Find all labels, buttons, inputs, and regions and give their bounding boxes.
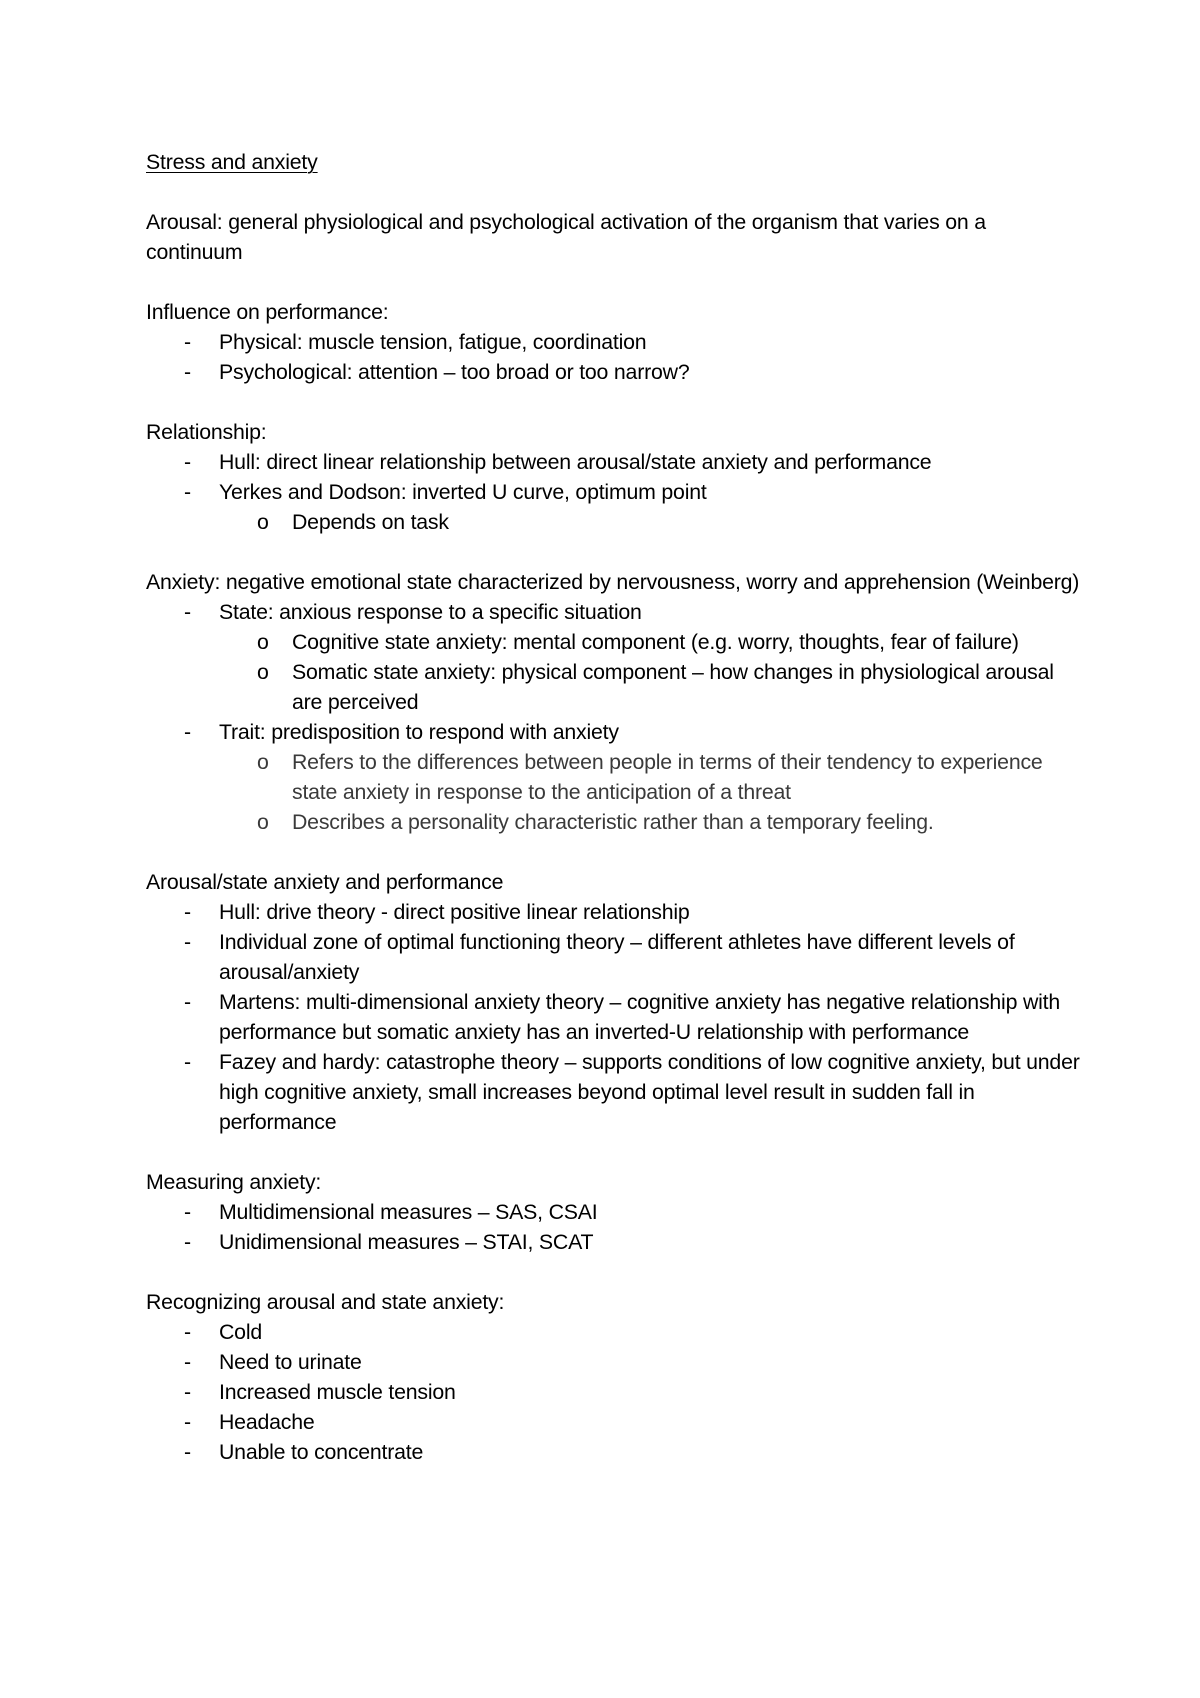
dash-bullet: - xyxy=(184,360,191,384)
recognizing-list xyxy=(146,1317,1086,1467)
list-item xyxy=(146,1437,1086,1467)
dash-bullet: - xyxy=(184,330,191,354)
arousal-definition: Arousal: general physiological and psychological activation of the organism that varies on a continuum xyxy=(146,210,986,264)
list-item-text: State: anxious response to a specific situation xyxy=(219,600,642,624)
performance-list xyxy=(146,897,1086,1137)
dash-bullet: - xyxy=(184,450,191,474)
dash-bullet: - xyxy=(184,1410,191,1434)
anxiety-list xyxy=(146,597,1086,837)
list-item xyxy=(146,1407,1086,1437)
list-item xyxy=(146,897,1086,927)
recognizing-heading: Recognizing arousal and state anxiety: xyxy=(146,1290,505,1314)
circle-bullet: o xyxy=(257,660,269,684)
performance-heading: Arousal/state anxiety and performance xyxy=(146,870,504,894)
anxiety-definition: Anxiety: negative emotional state characterized by nervousness, worry and apprehension (Weinberg) xyxy=(146,570,1080,594)
document-title: Stress and anxiety xyxy=(146,150,318,174)
list-item xyxy=(146,477,1086,537)
list-item xyxy=(146,1317,1086,1347)
list-item xyxy=(146,927,1086,987)
list-item xyxy=(146,447,1086,477)
sub-list xyxy=(219,507,1086,537)
measuring-heading: Measuring anxiety: xyxy=(146,1170,322,1194)
sub-list-item xyxy=(219,657,1086,717)
circle-bullet: o xyxy=(257,810,269,834)
dash-bullet: - xyxy=(184,1380,191,1404)
list-item-text: Yerkes and Dodson: inverted U curve, optimum point xyxy=(219,480,707,504)
sub-list-item-text: Cognitive state anxiety: mental component (e.g. worry, thoughts, fear of failure) xyxy=(292,630,1019,654)
list-item-text: Martens: multi-dimensional anxiety theory – cognitive anxiety has negative relationship with performance but somatic anxiety has an inverted-U relationship with performance xyxy=(219,990,1061,1044)
document-body xyxy=(146,147,1086,1467)
list-item-text: Individual zone of optimal functioning theory – different athletes have different levels of arousal/anxiety xyxy=(219,930,1015,984)
list-item xyxy=(146,597,1086,717)
list-item xyxy=(146,1227,1086,1257)
relationship-list xyxy=(146,447,1086,537)
list-item xyxy=(146,327,1086,357)
sub-list-item xyxy=(219,627,1086,657)
influence-heading: Influence on performance: xyxy=(146,300,389,324)
list-item xyxy=(146,1347,1086,1377)
sub-list-item xyxy=(219,747,1086,807)
dash-bullet: - xyxy=(184,1350,191,1374)
list-item xyxy=(146,717,1086,837)
sub-list xyxy=(219,747,1086,837)
dash-bullet: - xyxy=(184,1230,191,1254)
circle-bullet: o xyxy=(257,750,269,774)
dash-bullet: - xyxy=(184,900,191,924)
list-item-text: Need to urinate xyxy=(219,1350,362,1374)
list-item-text: Hull: direct linear relationship between arousal/state anxiety and performance xyxy=(219,450,932,474)
list-item-text: Fazey and hardy: catastrophe theory – supports conditions of low cognitive anxiety, but under high cognitive anxiety, small increases beyond optimal level result in sudden fall in performance xyxy=(219,1050,1080,1134)
list-item xyxy=(146,1197,1086,1227)
list-item-text: Unable to concentrate xyxy=(219,1440,424,1464)
sub-list-item xyxy=(219,807,1086,837)
list-item xyxy=(146,357,1086,387)
list-item xyxy=(146,1047,1086,1137)
list-item-text: Physical: muscle tension, fatigue, coordination xyxy=(219,330,647,354)
list-item-text: Multidimensional measures – SAS, CSAI xyxy=(219,1200,598,1224)
list-item xyxy=(146,987,1086,1047)
sub-list xyxy=(219,627,1086,717)
relationship-heading: Relationship: xyxy=(146,420,267,444)
list-item-text: Hull: drive theory - direct positive linear relationship xyxy=(219,900,690,924)
sub-list-item-text: Refers to the differences between people in terms of their tendency to experience state anxiety in response to the anticipation of a threat xyxy=(292,750,1043,804)
sub-list-item xyxy=(219,507,1086,537)
list-item-text: Unidimensional measures – STAI, SCAT xyxy=(219,1230,594,1254)
sub-list-item-text: Describes a personality characteristic rather than a temporary feeling. xyxy=(292,810,934,834)
dash-bullet: - xyxy=(184,600,191,624)
sub-list-item-text: Somatic state anxiety: physical component – how changes in physiological arousal are perceived xyxy=(292,660,1054,714)
list-item-text: Headache xyxy=(219,1410,315,1434)
dash-bullet: - xyxy=(184,480,191,504)
list-item-text: Increased muscle tension xyxy=(219,1380,456,1404)
dash-bullet: - xyxy=(184,990,191,1014)
list-item-text: Trait: predisposition to respond with anxiety xyxy=(219,720,619,744)
dash-bullet: - xyxy=(184,1200,191,1224)
circle-bullet: o xyxy=(257,630,269,654)
list-item-text: Psychological: attention – too broad or too narrow? xyxy=(219,360,690,384)
dash-bullet: - xyxy=(184,1050,191,1074)
sub-list-item-text: Depends on task xyxy=(292,510,449,534)
influence-list xyxy=(146,327,1086,387)
dash-bullet: - xyxy=(184,720,191,744)
list-item-text: Cold xyxy=(219,1320,263,1344)
list-item xyxy=(146,1377,1086,1407)
circle-bullet: o xyxy=(257,510,269,534)
measuring-list xyxy=(146,1197,1086,1257)
dash-bullet: - xyxy=(184,930,191,954)
dash-bullet: - xyxy=(184,1440,191,1464)
dash-bullet: - xyxy=(184,1320,191,1344)
